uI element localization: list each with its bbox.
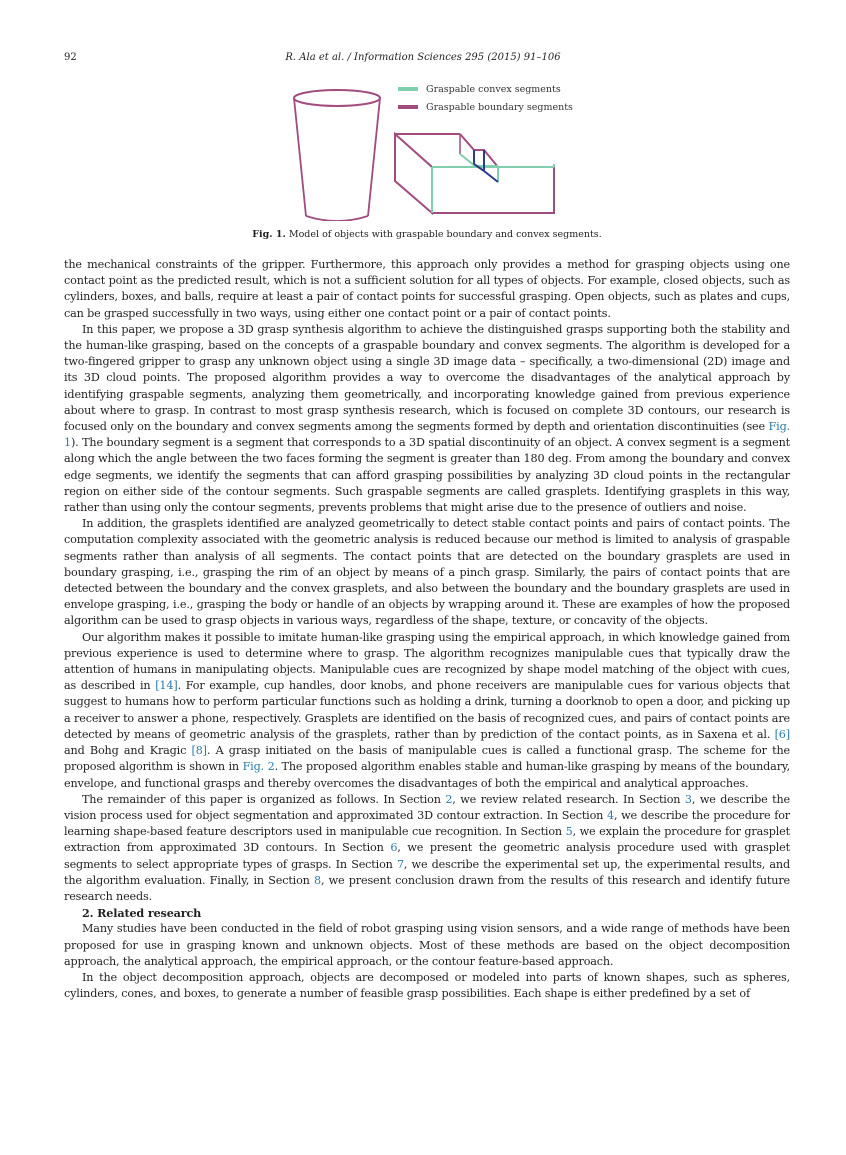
section-link[interactable]: 2	[445, 792, 453, 806]
figure-caption	[64, 229, 790, 240]
figure-1-illustration	[280, 76, 580, 221]
figure-link[interactable]: Fig. 2	[242, 760, 275, 774]
paragraph-continued: the mechanical constraints of the gripper. Furthermore, this approach only provides a method for grasping objects using one contact point as the predicted result, which is not a sufficient solution for all types of objects. For example, closed objects, such as cylinders, boxes, and balls, require at least a pair of contact points for successful grasping. Open objects, such as plates and cups, can be grasped successfully in two ways, using either one contact point or a pair of contact points.	[64, 258, 790, 320]
running-head: R. Ala et al. / Information Sciences 295 (2015) 91–106	[285, 52, 561, 63]
section-link[interactable]: 6	[390, 841, 398, 855]
citation-link[interactable]: [8]	[191, 744, 207, 758]
legend-boundary-label: Graspable boundary segments	[426, 102, 573, 113]
figure-link[interactable]: Fig. 1	[64, 420, 790, 450]
figure-1	[280, 76, 580, 221]
section-heading: 2. Related research	[82, 906, 202, 921]
article-body	[64, 257, 790, 1002]
legend-convex-label: Graspable convex segments	[426, 84, 561, 95]
cup-illustration	[294, 90, 380, 221]
page-number: 92	[64, 52, 77, 63]
paragraph: In the object decomposition approach, objects are decomposed or modeled into parts of known shapes, such as spheres, cylinders, cones, and boxes, to generate a number of feasible grasp possibilities. Each shape is either predefined by a set of	[64, 970, 790, 1001]
paragraph: The remainder of this paper is organized as follows. In Section 2, we review related research. In Section 3, we describe the vision process used for object segmentation and approximated 3D contour extraction. In Section 4, we describe the procedure for learning shape-based feature descriptors used in manipulable cue recognition. In Section 5, we explain the procedure for grasplet extraction from approximated 3D contours. In Section 6, we present the geometric analysis procedure used with grasplet segments to select appropriate types of grasps. In Section 7, we describe the experimental set up, the experimental results, and the algorithm evaluation. Finally, in Section 8, we present conclusion drawn from the results of this research and identify future research needs.	[64, 792, 790, 903]
caption-text: Model of objects with graspable boundary and convex segments.	[288, 229, 602, 240]
caption-label: Fig. 1.	[252, 229, 286, 240]
paragraph: In addition, the grasplets identified are analyzed geometrically to detect stable contact points and pairs of contact points. The computation complexity associated with the geometric analysis is reduced because our method is limited to analysis of graspable segments rather than analysis of all segments. The contact points that are detected on the boundary grasplets are used in boundary grasping, i.e., grasping the rim of an object by means of a pinch grasp. Similarly, the pairs of contact points that are detected between the boundary and the convex grasplets, and also between the boundary and the boundary grasplets are used in envelope grasping, i.e., grasping the body or handle of an objects by wrapping around it. These are examples of how the proposed algorithm can be used to grasp objects in various ways, regardless of the shape, texture, or concavity of the objects.	[64, 517, 790, 628]
paragraph: Our algorithm makes it possible to imitate human-like grasping using the empirical approach, in which knowledge gained from previous experience is used to determine where to grasp. The algorithm recognizes manipulable cues that typically draw the attention of humans in manipulating objects. Manipulable cues are recognized by shape model matching of the object with cues, as described in [14]. For example, cup handles, door knobs, and phone receivers are manipulable cues for various objects that suggest to humans how to perform particular functions such as holding a drink, turning a doorknob to open a door, and picking up a receiver to answer a phone, respectively. Grasplets are identified on the basis of recognized cues, and pairs of contact points are detected by means of geometric analysis of the grasplets, rather than by prediction of the contact points, as in Saxena et al. [6] and Bohg and Kragic [8]. A grasp initiated on the basis of manipulable cues is called a functional grasp. The scheme for the proposed algorithm is shown in Fig. 2. The proposed algorithm enables stable and human-like grasping by means of the boundary, envelope, and functional grasps and thereby overcomes the disadvantages of both the empirical and analytical approaches.	[64, 630, 790, 790]
citation-link[interactable]: [6]	[774, 727, 790, 741]
paragraph: Many studies have been conducted in the field of robot grasping using vision sensors, and a wide range of methods have been proposed for use in grasping known and unknown objects. Most of these methods are based on the object decomposition approach, the analytical approach, the empirical approach, or the contour feature-based approach.	[64, 922, 790, 968]
section-link[interactable]: 8	[314, 873, 321, 887]
section-link[interactable]: 7	[396, 857, 404, 871]
box-illustration	[395, 134, 554, 213]
paragraph: In this paper, we propose a 3D grasp synthesis algorithm to achieve the distinguished grasps supporting both the stability and the human-like grasping, based on the concepts of a graspable boundary and convex segments. The algorithm is developed for a two-fingered gripper to grasp any unknown object using a single 3D image data – specifically, a two-dimensional (2D) image and its 3D cloud points. The proposed algorithm provides a way to overcome the disadvantages of the analytical approach by identifying graspable segments, analyzing them geometrically, and incorporating knowledge gained from previous experience about where to grasp. In contrast to most grasp synthesis research, which is focused on complete 3D contours, our research is focused only on the boundary and convex segments among the segments formed by depth and orientation discontinuities (see Fig. 1). The boundary segment is a segment that corresponds to a 3D spatial discontinuity of an object. A convex segment is a segment along which the angle between the two faces forming the segment is greater than 180 deg. From among the boundary and convex edge segments, we identify the segments that can afford grasping possibilities by analyzing 3D cloud points in the rectangular region on either side of the contour segments. Such graspable segments are called grasplets. Identifying grasplets in this way, rather than using only the contour segments, prevents problems that might arise due to the presence of outliers and noise.	[64, 322, 790, 515]
section-link[interactable]: 4	[606, 808, 614, 822]
section-link[interactable]: 3	[684, 792, 692, 806]
section-link[interactable]: 5	[565, 825, 573, 839]
citation-link[interactable]: [14]	[155, 679, 178, 693]
